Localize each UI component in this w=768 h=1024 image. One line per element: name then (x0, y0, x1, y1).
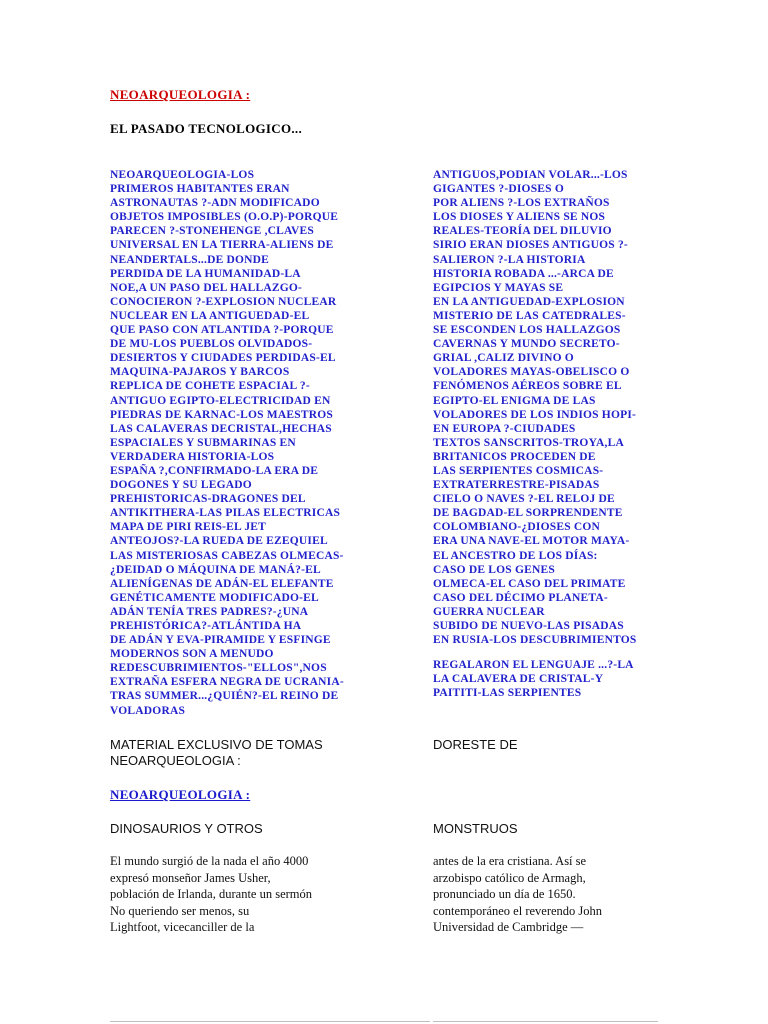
body-line: arzobispo católico de Armagh, (433, 870, 586, 885)
text-line: SIRIO ERAN DIOSES ANTIGUOS ?- (433, 239, 628, 252)
text-line: EGIPTO-EL ENIGMA DE LAS (433, 394, 596, 407)
text-line: ERA UNA NAVE-EL MOTOR MAYA- (433, 535, 630, 548)
text-line: LA CALAVERA DE CRISTAL-Y (433, 673, 604, 686)
material-right: DORESTE DE (433, 737, 518, 752)
text-line: VOLADORES DE LOS INDIOS HOPI- (433, 408, 637, 421)
text-line: COLOMBIANO-¿DIOSES CON (433, 521, 601, 534)
text-line: ASTRONAUTAS ?-ADN MODIFICADO (110, 197, 320, 210)
text-line: REGALARON EL LENGUAJE ...?-LA (433, 659, 634, 672)
text-line: NUCLEAR EN LA ANTIGUEDAD-EL (110, 309, 310, 322)
document-title: NEOARQUEOLOGIA : (110, 87, 251, 102)
text-line: MODERNOS SON A MENUDO (110, 648, 274, 661)
body-line: No queriendo ser menos, su (110, 903, 250, 918)
text-line: REPLICA DE COHETE ESPACIAL ?- (110, 380, 310, 393)
text-line: DESIERTOS Y CIUDADES PERDIDAS-EL (110, 352, 336, 365)
text-line: ADÁN TENÍA TRES PADRES?-¿UNA (110, 605, 309, 618)
text-line: ANTIGUO EGIPTO-ELECTRICIDAD EN (110, 394, 331, 407)
text-line: ANTEOJOS?-LA RUEDA DE EZEQUIEL (110, 535, 328, 548)
text-line: ¿DEIDAD O MÁQUINA DE MANÁ?-EL (110, 563, 321, 576)
material-left (110, 737, 323, 769)
text-line: PIEDRAS DE KARNAC-LOS MAESTROS (110, 408, 333, 421)
text-line: CASO DE LOS GENES (433, 563, 555, 576)
text-line: PERDIDA DE LA HUMANIDAD-LA (110, 267, 301, 280)
text-line: ANTIKITHERA-LAS PILAS ELECTRICAS (110, 507, 341, 520)
text-line: DE ADÁN Y EVA-PIRAMIDE Y ESFINGE (110, 634, 331, 647)
text-line: DE BAGDAD-EL SORPRENDENTE (433, 507, 623, 520)
text-line: SALIERON ?-LA HISTORIA (433, 253, 586, 266)
material-line-1: MATERIAL EXCLUSIVO DE TOMAS (110, 737, 323, 752)
text-line: OBJETOS IMPOSIBLES (O.O.P)-PORQUE (110, 211, 339, 224)
text-line: EXTRAÑA ESFERA NEGRA DE UCRANIA- (110, 676, 344, 689)
text-line: EL ANCESTRO DE LOS DÍAS: (433, 549, 598, 562)
text-line: NEANDERTALS...DE DONDE (110, 253, 270, 266)
left-column-text (110, 168, 344, 718)
text-line: VOLADORES MAYAS-OBELISCO O (433, 366, 630, 379)
text-line: TRAS SUMMER...¿QUIÉN?-EL REINO DE (110, 690, 339, 703)
body-line: población de Irlanda, durante un sermón (110, 887, 313, 901)
body-line: expresó monseñor James Usher, (110, 870, 271, 885)
text-line: UNIVERSAL EN LA TIERRA-ALIENS DE (110, 239, 334, 252)
body-line: pronunciado un día de 1650. (433, 887, 576, 901)
text-line: PAITITI-LAS SERPIENTES (433, 687, 582, 700)
text-line: PARECEN ?-STONEHENGE ,CLAVES (110, 225, 315, 238)
text-line: LOS DIOSES Y ALIENS SE NOS (433, 211, 606, 224)
page-divider-left (110, 1021, 430, 1022)
text-line: ANTIGUOS,PODIAN VOLAR...-LOS (433, 169, 628, 181)
text-line: CASO DEL DÉCIMO PLANETA- (433, 591, 608, 604)
text-line: VOLADORAS (110, 704, 186, 717)
text-line: DE MU-LOS PUEBLOS OLVIDADOS- (110, 338, 313, 351)
text-line: TEXTOS SANSCRITOS-TROYA,LA (433, 436, 624, 449)
text-line: DOGONES Y SU LEGADO (110, 479, 252, 492)
body-line: contemporáneo el reverendo John (433, 903, 603, 918)
text-line: GRIAL ,CALIZ DIVINO O (433, 352, 574, 365)
text-line: ESPACIALES Y SUBMARINAS EN (110, 436, 296, 449)
text-line: VERDADERA HISTORIA-LOS (110, 450, 275, 463)
right-column-text (433, 168, 637, 700)
document-subtitle: EL PASADO TECNOLOGICO... (110, 121, 303, 136)
body-left-column (110, 853, 312, 936)
text-line: EN EUROPA ?-CIUDADES (433, 422, 576, 435)
body-line: antes de la era cristiana. Así se (433, 854, 587, 868)
text-line: FENÓMENOS AÉREOS SOBRE EL (433, 380, 622, 393)
text-line: LAS SERPIENTES COSMICAS- (433, 464, 604, 477)
text-line: MAQUINA-PAJAROS Y BARCOS (110, 366, 290, 379)
section-2-title: NEOARQUEOLOGIA : (110, 787, 251, 802)
text-line: SUBIDO DE NUEVO-LAS PISADAS (433, 620, 624, 632)
section-2-heading-right: MONSTRUOS (433, 821, 518, 836)
text-line: EXTRATERRESTRE-PISADAS (433, 479, 600, 492)
body-line: Universidad de Cambridge — (433, 920, 584, 934)
text-line: EN RUSIA-LOS DESCUBRIMIENTOS (433, 634, 637, 647)
text-line: CIELO O NAVES ?-EL RELOJ DE (433, 493, 615, 506)
text-line: MAPA DE PIRI REIS-EL JET (110, 521, 267, 534)
text-line: CAVERNAS Y MUNDO SECRETO- (433, 338, 620, 351)
body-line: Lightfoot, vicecanciller de la (110, 920, 255, 934)
text-line: GIGANTES ?-DIOSES O (433, 183, 564, 196)
text-line: QUE PASO CON ATLANTIDA ?-PORQUE (110, 324, 334, 337)
text-line: ESPAÑA ?,CONFIRMADO-LA ERA DE (110, 464, 319, 477)
text-line: HISTORIA ROBADA ...-ARCA DE (433, 267, 614, 280)
text-line: NOE,A UN PASO DEL HALLAZGO- (110, 281, 303, 294)
text-line: CONOCIERON ?-EXPLOSION NUCLEAR (110, 295, 337, 308)
text-line: OLMECA-EL CASO DEL PRIMATE (433, 577, 626, 590)
text-line: PREHISTORICAS-DRAGONES DEL (110, 493, 306, 506)
text-line: LAS MISTERIOSAS CABEZAS OLMECAS- (110, 549, 344, 562)
text-line: PREHISTÓRICA?-ATLÁNTIDA HA (110, 620, 302, 632)
text-line: NEOARQUEOLOGIA-LOS (110, 169, 255, 181)
text-line: EGIPCIOS Y MAYAS SE (433, 281, 564, 294)
text-line: SE ESCONDEN LOS HALLAZGOS (433, 324, 621, 337)
text-line: BRITANICOS PROCEDEN DE (433, 450, 596, 463)
text-line: POR ALIENS ?-LOS EXTRAÑOS (433, 197, 610, 210)
text-line: REDESCUBRIMIENTOS-"ELLOS",NOS (110, 662, 327, 675)
text-line: PRIMEROS HABITANTES ERAN (110, 183, 290, 196)
material-line-2: NEOARQUEOLOGIA : (110, 753, 241, 768)
text-line: MISTERIO DE LAS CATEDRALES- (433, 309, 626, 322)
text-line: GUERRA NUCLEAR (433, 605, 545, 618)
section-2-heading-left: DINOSAURIOS Y OTROS (110, 821, 263, 836)
body-right-column (433, 853, 602, 936)
body-line: El mundo surgió de la nada el año 4000 (110, 854, 309, 868)
column-gap (433, 647, 637, 658)
text-line: EN LA ANTIGUEDAD-EXPLOSION (433, 295, 625, 308)
text-line: ALIENÍGENAS DE ADÁN-EL ELEFANTE (110, 577, 334, 590)
text-line: REALES-TEORÍA DEL DILUVIO (433, 225, 612, 238)
page-divider-right (433, 1021, 658, 1022)
text-line: GENÉTICAMENTE MODIFICADO-EL (110, 591, 319, 604)
text-line: LAS CALAVERAS DECRISTAL,HECHAS (110, 422, 332, 435)
